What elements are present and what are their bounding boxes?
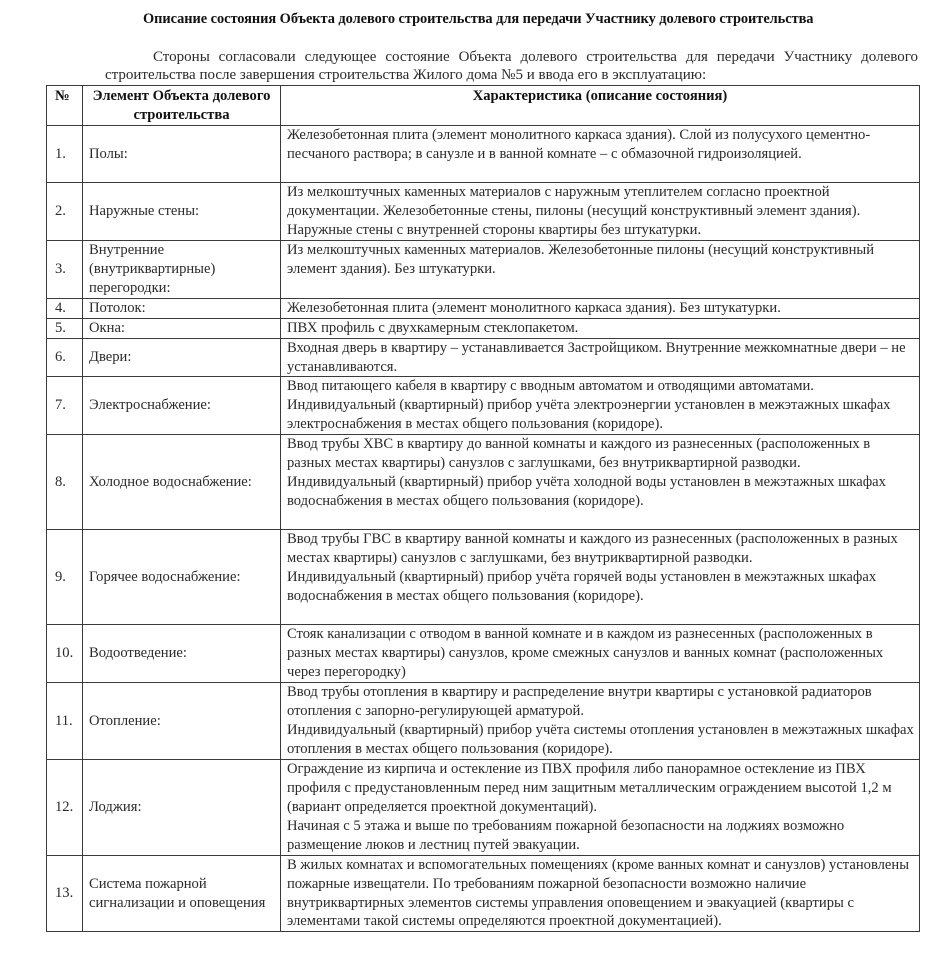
- description-paragraph: ПВХ профиль с двухкамерным стеклопакетом.: [287, 319, 579, 336]
- table-row: [47, 760, 920, 856]
- row-number: 3.: [47, 240, 83, 298]
- row-description: [281, 126, 920, 183]
- row-element: Отопление:: [83, 683, 281, 760]
- description-paragraph: В жилых комнатах и вспомогательных помещениях (кроме ванных комнат и санузлов) установлены пожарные извещатели. По требованиям пожарной безопасности возможно наличие внутриквартирных элементов системы управления оповещением и эвакуацией (квартиры с элементами такой системы определяются проектной документацией).: [287, 856, 910, 930]
- row-description: [281, 435, 920, 530]
- description-paragraph: Ввод трубы ГВС в квартиру ванной комнаты и каждого из разнесенных (расположенных в разных местах квартиры) санузлов с заглушками, без внутриквартирной разводки.: [287, 531, 898, 567]
- description-paragraph: Железобетонная плита (элемент монолитного каркаса здания). Слой из полусухого цементно-песчаного раствора; в санузле и в ванной комнате – с обмазочной гидроизоляцией.: [287, 127, 871, 162]
- row-description: [281, 760, 920, 856]
- header-element: Элемент Объекта долевого строительства: [83, 86, 281, 126]
- description-paragraph: Индивидуальный (квартирный) прибор учёта электроэнергии установлен в межэтажных шкафах электроснабжения в местах общего пользования (коридоре).: [287, 397, 891, 433]
- table-row: [47, 683, 920, 760]
- row-element: Внутренние (внутриквартирные) перегородки:: [83, 240, 281, 298]
- row-number: 13.: [47, 855, 83, 932]
- description-paragraph: Начиная с 5 этажа и выше по требованиям пожарной безопасности на лоджиях возможно размещение люков и лестниц путей эвакуации.: [287, 817, 845, 853]
- row-element: Полы:: [83, 126, 281, 183]
- intro-paragraph: Стороны согласовали следующее состояние Объекта долевого строительства для передачи Участнику долевого строительства после завершения строительства Жилого дома №5 и ввода его в эксплуатацию:: [105, 49, 918, 83]
- row-number: 7.: [47, 377, 83, 435]
- row-element: Горячее водоснабжение:: [83, 530, 281, 625]
- table-row: [47, 126, 920, 183]
- table-row: [47, 240, 920, 298]
- row-number: 8.: [47, 435, 83, 530]
- description-paragraph: Входная дверь в квартиру – устанавливается Застройщиком. Внутренние межкомнатные двери – не устанавливаются.: [287, 339, 906, 375]
- header-description: Характеристика (описание состояния): [281, 86, 920, 126]
- row-element: Электроснабжение:: [83, 377, 281, 435]
- row-description: [281, 855, 920, 932]
- description-paragraph: Из мелкоштучных каменных материалов. Железобетонные пилоны (несущий конструктивный элемент здания). Без штукатурки.: [287, 241, 875, 277]
- description-paragraph: Ограждение из кирпича и остекление из ПВХ профиля либо панорамное остекление из ПВХ профиля с предустановленным перед ним защитным металлическим ограждением высотой 1,2 м (вариант определяется проектной документаций).: [287, 761, 892, 815]
- row-description: [281, 377, 920, 435]
- table-row: [47, 377, 920, 435]
- header-number: №: [47, 86, 83, 126]
- description-paragraph: Индивидуальный (квартирный) прибор учёта системы отопления установлен в межэтажных шкафах отопления в местах общего пользования (коридоре).: [287, 721, 914, 757]
- row-description: [281, 683, 920, 760]
- table-header-row: [47, 86, 920, 126]
- row-element: Наружные стены:: [83, 183, 281, 241]
- row-description: [281, 240, 920, 298]
- row-element: Окна:: [83, 318, 281, 338]
- row-number: 10.: [47, 625, 83, 683]
- row-number: 4.: [47, 298, 83, 318]
- row-number: 2.: [47, 183, 83, 241]
- row-description: [281, 625, 920, 683]
- row-description: [281, 530, 920, 625]
- state-description-table: [46, 85, 920, 932]
- description-paragraph: Индивидуальный (квартирный) прибор учёта горячей воды установлен в межэтажных шкафах водоснабжения в местах общего пользования (коридоре).: [287, 569, 877, 605]
- row-number: 5.: [47, 318, 83, 338]
- row-element: Потолок:: [83, 298, 281, 318]
- row-number: 6.: [47, 338, 83, 377]
- table-row: [47, 183, 920, 241]
- description-paragraph: Ввод трубы отопления в квартиру и распределение внутри квартиры с установкой радиаторов отопления с запорно-регулирующей арматурой.: [287, 684, 872, 720]
- row-element: Лоджия:: [83, 760, 281, 856]
- row-number: 9.: [47, 530, 83, 625]
- document-title: Описание состояния Объекта долевого строительства для передачи Участнику долевого строительства: [143, 11, 814, 27]
- table-row: [47, 855, 920, 932]
- table-row: [47, 530, 920, 625]
- description-paragraph: Из мелкоштучных каменных материалов с наружным утеплителем согласно проектной документации. Железобетонные стены, пилоны (несущий конструктивный элемент здания). Наружные стены с внутренней стороны квартиры без штукатурки.: [287, 184, 861, 238]
- table-row: [47, 318, 920, 338]
- table-row: [47, 625, 920, 683]
- table-row: [47, 338, 920, 377]
- row-number: 1.: [47, 126, 83, 183]
- description-paragraph: Индивидуальный (квартирный) прибор учёта холодной воды установлен в межэтажных шкафах водоснабжения в местах общего пользования (коридоре).: [287, 474, 886, 510]
- description-paragraph: Ввод трубы ХВС в квартиру до ванной комнаты и каждого из разнесенных (расположенных в разных местах квартиры) санузлов с заглушками, без внутриквартирной разводки.: [287, 436, 871, 472]
- row-description: [281, 318, 920, 338]
- row-element: Двери:: [83, 338, 281, 377]
- row-number: 12.: [47, 760, 83, 856]
- row-description: [281, 338, 920, 377]
- row-element: Система пожарной сигнализации и оповещения: [83, 855, 281, 932]
- description-paragraph: Стояк канализации с отводом в ванной комнате и в каждом из разнесенных (расположенных в разных местах квартиры) санузлов, кроме смежных санузлов и ванных комнат (расположенных через перегородку): [287, 626, 884, 681]
- description-paragraph: Железобетонная плита (элемент монолитного каркаса здания). Без штукатурки.: [287, 299, 781, 316]
- row-number: 11.: [47, 683, 83, 760]
- row-description: [281, 298, 920, 318]
- row-element: Холодное водоснабжение:: [83, 435, 281, 530]
- table-body: [47, 126, 920, 932]
- row-description: [281, 183, 920, 241]
- row-element: Водоотведение:: [83, 625, 281, 683]
- table-row: [47, 435, 920, 530]
- description-paragraph: Ввод питающего кабеля в квартиру с вводным автоматом и отводящими автоматами.: [287, 378, 814, 395]
- table-row: [47, 298, 920, 318]
